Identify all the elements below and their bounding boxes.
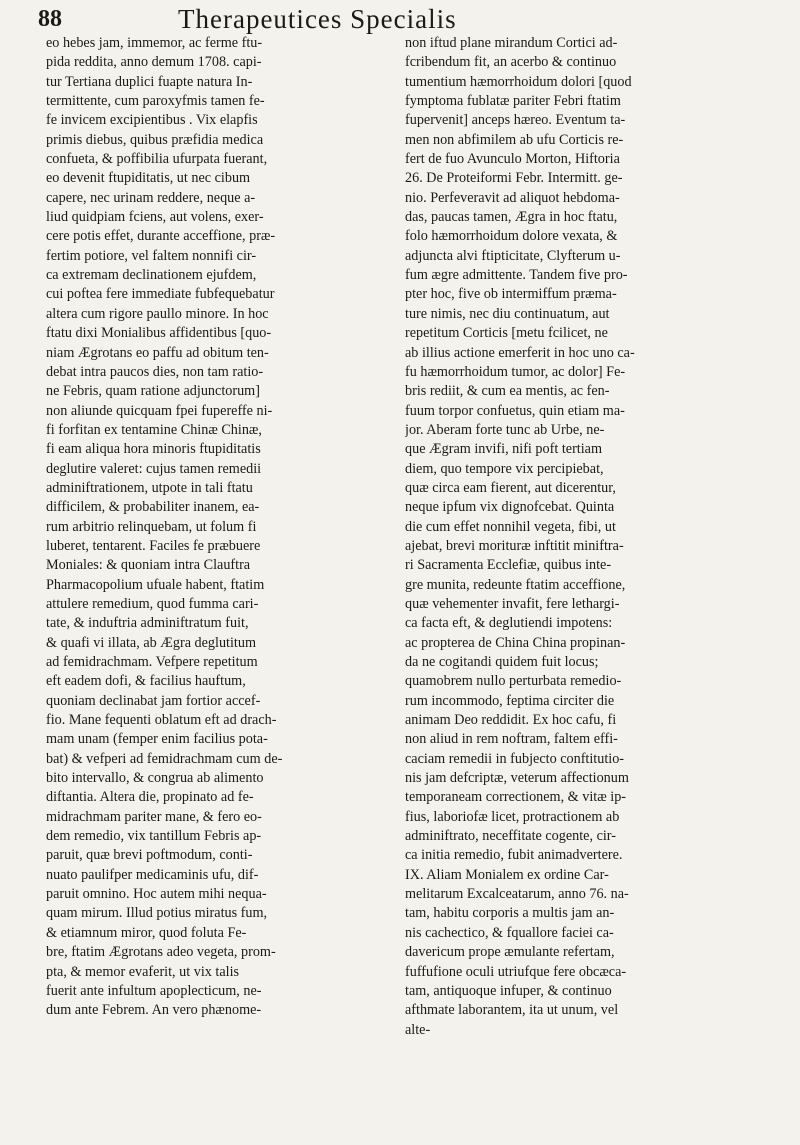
text-line: die cum effet nonnihil vegeta, fibi, ut [405,518,616,535]
text-line: adjuncta alvi ftipticitate, Clyfterum u- [405,247,621,264]
text-line: folo hæmorrhoidum dolore vexata, & [405,228,618,245]
text-line: nis jam defcriptæ, veterum affectionum [405,770,629,787]
text-line: quæ vehementer invafit, fere lethargi- [405,595,620,612]
text-line: paruit, quæ brevi poftmodum, conti- [46,847,253,864]
text-line: fe invicem excipientibus . Vix elapfis [46,112,258,129]
text-line: ri Sacramenta Ecclefiæ, quibus inte- [405,557,612,574]
text-line: da ne cogitandi quidem fuit locus; [405,654,599,670]
text-line: rum arbitrio relinquebam, ut folum fi [46,518,257,535]
text-line: afthmate laborantem, ita ut unum, vel [405,1002,619,1019]
text-line: jor. Aberam forte tunc ab Urbe, ne- [405,421,605,438]
text-line: Moniales: & quoniam intra Clauftra [46,557,251,574]
text-line: paruit omnino. Hoc autem mihi nequa- [46,886,267,903]
text-line: non aliud in rem noftram, faltem effi- [405,731,618,748]
text-line: nuato paulifper medicaminis ufu, dif- [46,866,259,883]
text-line: davericum prope æmulante refertam, [405,944,615,961]
text-line: tumentium hæmorrhoidum dolori [quod [405,73,632,90]
text-line: eo hebes jam, immemor, ac ferme ftu- [46,35,263,51]
text-line: neque ipfum vix dignofcebat. Quinta [405,499,615,516]
text-line: pida reddita, anno demum 1708. capi- [46,54,262,71]
text-line: tur Tertiana duplici fuapte natura In- [46,73,253,90]
text-line: difficilem, & probabiliter inanem, ea- [46,499,260,516]
text-line: termittente, cum paroxyfmis tamen fe- [46,93,265,110]
text-line: ture nimis, nec diu continuatum, aut [405,305,610,322]
text-line: pta, & memor evaferit, ut vix talis [46,963,240,980]
text-line: quoniam declinabat jam fortior accef- [46,692,261,709]
text-line: capere, nec urinam reddere, neque a- [46,189,256,206]
text-line: primis diebus, quibus præfidia medica [46,131,264,148]
text-line: 26. De Proteiformi Febr. Intermitt. ge- [405,170,623,187]
text-line: quæ circa eam fierent, aut dicerentur, [405,479,616,496]
text-line: altera cum rigore paullo minore. In hoc [46,305,269,322]
text-line: tam, antiquoque infuper, & continuo [405,982,612,999]
text-line: cui poftea fere immediate fubfequebatur [46,286,275,303]
text-line: diftantia. Altera die, propinato ad fe- [46,789,254,806]
text-line: liud quidpiam fciens, aut volens, exer- [46,209,264,226]
text-line: bre, ftatim Ægrotans adeo vegeta, prom- [46,944,276,961]
text-line: deglutire valeret: cujus tamen remedii [46,460,262,477]
text-line: & etiamnum miror, quod foluta Fe- [46,924,247,941]
text-line: dum ante Febrem. An vero phænome- [46,1002,262,1019]
text-line: das, paucas tamen, Ægra in hoc ftatu, [405,209,618,226]
text-line: ca initia remedio, fubit animadvertere. [405,847,623,864]
text-line: gre munita, redeunte ftatim acceffione, [405,576,626,593]
text-line: fymptoma fublatæ pariter Febri ftatim [405,93,621,110]
text-line: melitarum Excalceatarum, anno 76. na- [405,886,629,903]
text-line: luberet, tentarent. Faciles fe præbuere [46,537,261,554]
text-line: men non abfimilem ab ufu Corticis re- [405,131,624,148]
text-line: non iftud plane mirandum Cortici ad- [405,35,618,51]
text-line: dem remedio, vix tantillum Febris ap- [46,828,262,845]
text-line: caciam remedii in fubjecto conftitutio- [405,750,625,767]
text-line: repetitum Corticis [metu fcilicet, ne [405,325,608,342]
text-line: rum incommodo, feptima circiter die [405,692,615,709]
text-line: bat) & vefperi ad femidrachmam cum de- [46,750,283,767]
running-title: Therapeutices Specialis [178,4,457,34]
text-line: fu hæmorrhoidum tumor, ac dolor] Fe- [405,363,626,380]
text-line: mam unam (femper enim facilius pota- [46,731,268,748]
page-header [38,6,762,36]
text-line: fertim potiore, vel faltem nonnifi cir- [46,247,257,264]
text-line: ftatu dixi Monialibus affidentibus [quo- [46,325,272,342]
text-line: que Ægram invifi, nifi poft tertiam [405,441,603,458]
text-line: attulere remedium, quod fumma cari- [46,595,259,612]
text-line: niam Ægrotans eo paffu ad obitum ten- [46,344,269,361]
text-line: nio. Perfeveravit ad aliquot hebdoma- [405,189,620,206]
text-line: nis cachectico, & fquallore faciei ca- [405,924,614,941]
text-line: confueta, & poffibilia ufurpata fuerant, [46,151,268,168]
text-line: tate, & induftria adminiftratum fuit, [46,615,249,632]
text-line: ca extremam declinationem ejufdem, [46,267,257,284]
text-line: fi forfitan ex tentamine Chinæ Chinæ, [46,421,262,438]
text-line: & quafi vi illata, ab Ægra deglutitum [46,634,257,651]
text-line: eo devenit ftupiditatis, ut nec cibum [46,170,251,187]
text-line: debat intra paucos dies, non tam ratio- [46,363,264,380]
page-number: 88 [38,6,62,32]
text-line: alte- [405,1021,431,1038]
text-line: adminiftrato, neceffitate cogente, cir- [405,828,616,845]
text-column-left [46,34,400,1021]
text-line: ad femidrachmam. Vefpere repetitum [46,654,258,670]
text-column-right [405,34,759,1040]
text-line: fuffufione oculi utriufque fere obcæca- [405,963,627,980]
text-line: fum ægre admittente. Tandem five pro- [405,267,628,284]
text-line: midrachmam pariter mane, & fero eo- [46,808,262,825]
text-line: fert de fuo Avunculo Morton, Hiftoria [405,151,620,168]
text-line: ab illius actione emerferit in hoc uno ca- [405,344,635,361]
text-line: adminiftrationem, utpote in tali ftatu [46,479,253,496]
text-line: fius, laboriofæ licet, protractionem ab [405,808,620,825]
text-line: non aliunde quicquam fpei fupereffe ni- [46,402,273,419]
text-line: IX. Aliam Monialem ex ordine Car- [405,866,609,883]
text-line: quamobrem nullo perturbata remedio- [405,673,622,690]
text-line: quam mirum. Illud potius miratus fum, [46,905,268,922]
text-line: fi eam aliqua hora minoris ftupiditatis [46,441,261,458]
text-line: Pharmacopolium ufuale habent, ftatim [46,576,265,593]
text-line: ajebat, brevi morituræ inftitit miniftra- [405,537,624,554]
text-line: fcribendum fit, an acerbo & continuo [405,54,617,71]
text-line: temporaneam correctionem, & vitæ ip- [405,789,627,806]
text-line: bito intervallo, & congrua ab alimento [46,770,264,787]
text-line: tam, habitu corporis a multis jam an- [405,905,615,922]
text-line: ac propterea de China China propinan- [405,634,626,651]
text-line: eft eadem dofi, & facilius hauftum, [46,673,246,690]
text-line: fupervenit] anceps hæreo. Eventum ta- [405,112,626,129]
text-line: bris rediit, & cum ea mentis, ac fen- [405,383,610,400]
text-line: ne Febris, quam ratione adjunctorum] [46,383,260,400]
text-line: fio. Mane fequenti oblatum eft ad drach- [46,712,277,729]
text-line: cere potis effet, durante acceffione, præ- [46,228,276,245]
text-line: fuum torpor confuetus, quin etiam ma- [405,402,625,419]
text-line: animam Deo reddidit. Ex hoc cafu, fi [405,712,617,729]
text-line: ca facta eft, & deglutiendi impotens: [405,615,613,632]
text-line: pter hoc, five ob intermiffum præma- [405,286,617,303]
text-line: fuerit ante infultum apoplecticum, ne- [46,982,262,999]
text-line: diem, quo tempore vix percipiebat, [405,460,604,477]
